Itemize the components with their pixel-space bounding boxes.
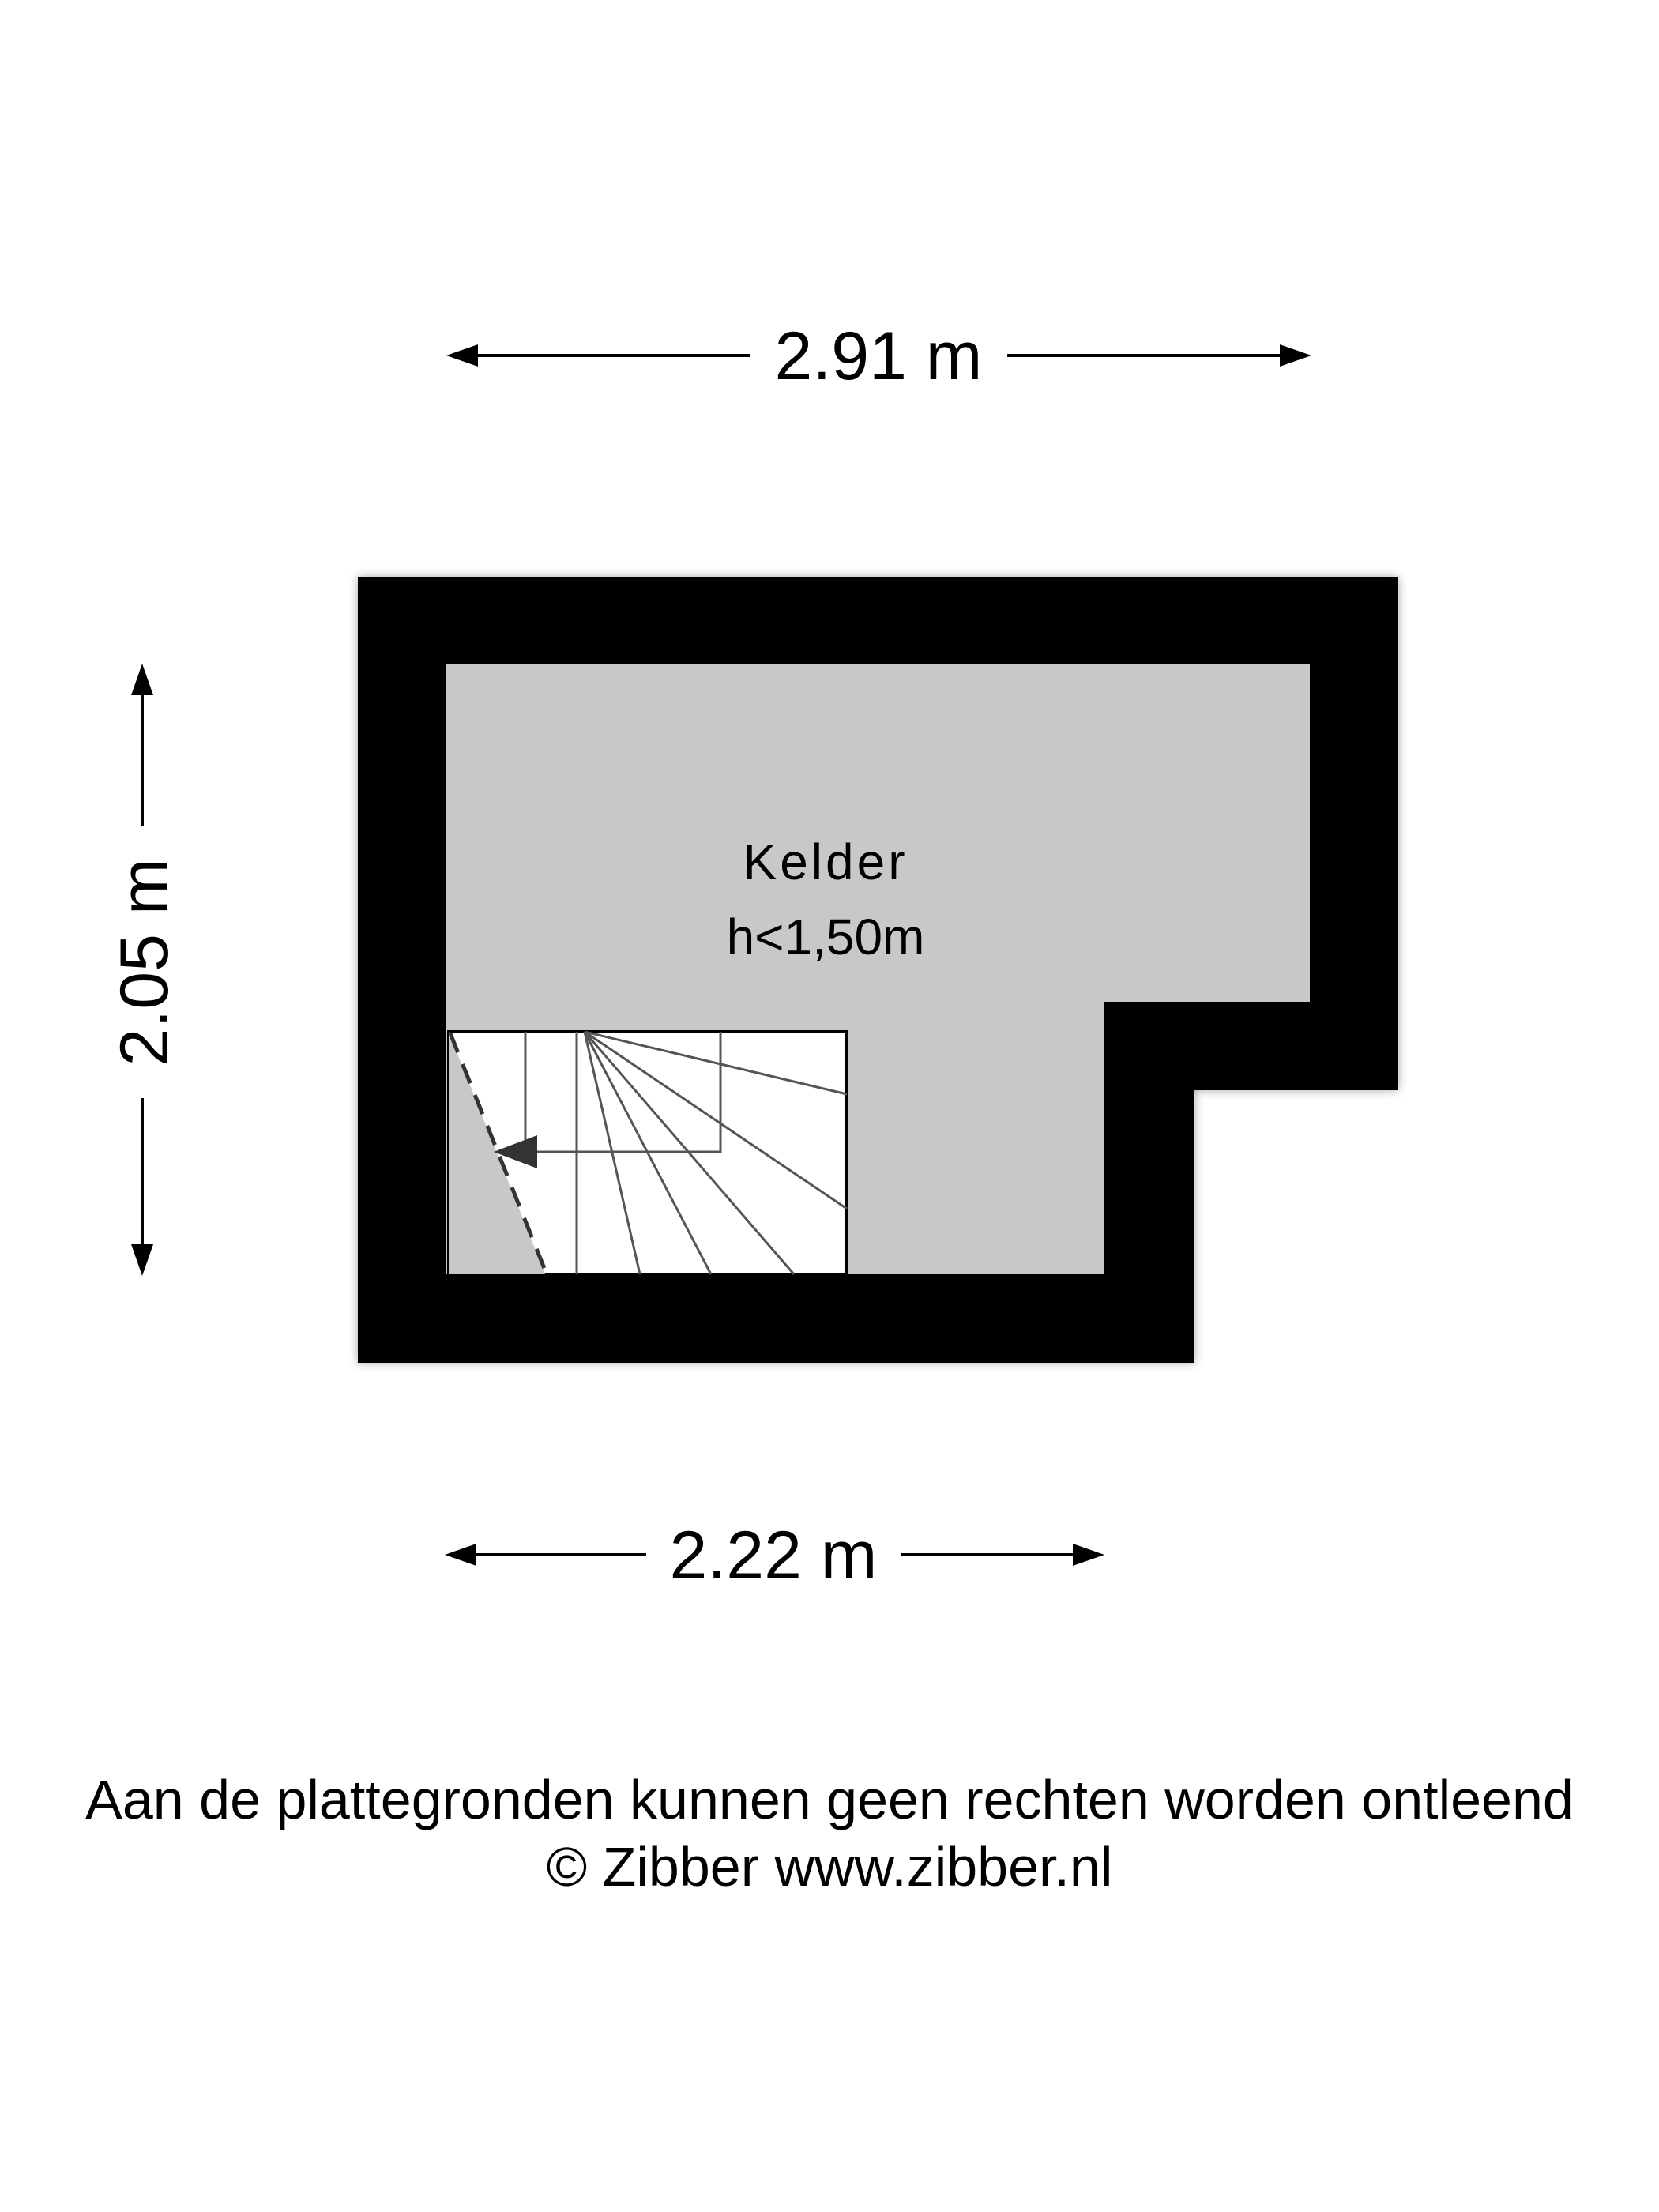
arrow-left-icon [445,1544,476,1566]
copyright-text: © Zibber www.zibber.nl [546,1836,1113,1898]
dimension-top [446,318,1311,394]
arrow-left-icon [446,344,478,367]
arrow-right-icon [1073,1544,1104,1566]
dimension-top-label: 2.91 m [774,318,983,394]
stair [449,1032,847,1274]
room-height-note: h<1,50m [726,908,925,965]
dimension-left [107,664,182,1276]
dimension-bottom-label: 2.22 m [669,1518,878,1593]
dimension-bottom [445,1518,1104,1593]
disclaimer-text: Aan de plattegronden kunnen geen rechten worden ontleend [85,1769,1574,1830]
room-name: Kelder [743,833,908,890]
dimension-left-label: 2.05 m [107,858,182,1066]
arrow-down-icon [131,1244,153,1276]
arrow-right-icon [1280,344,1311,367]
arrow-up-icon [131,664,153,695]
